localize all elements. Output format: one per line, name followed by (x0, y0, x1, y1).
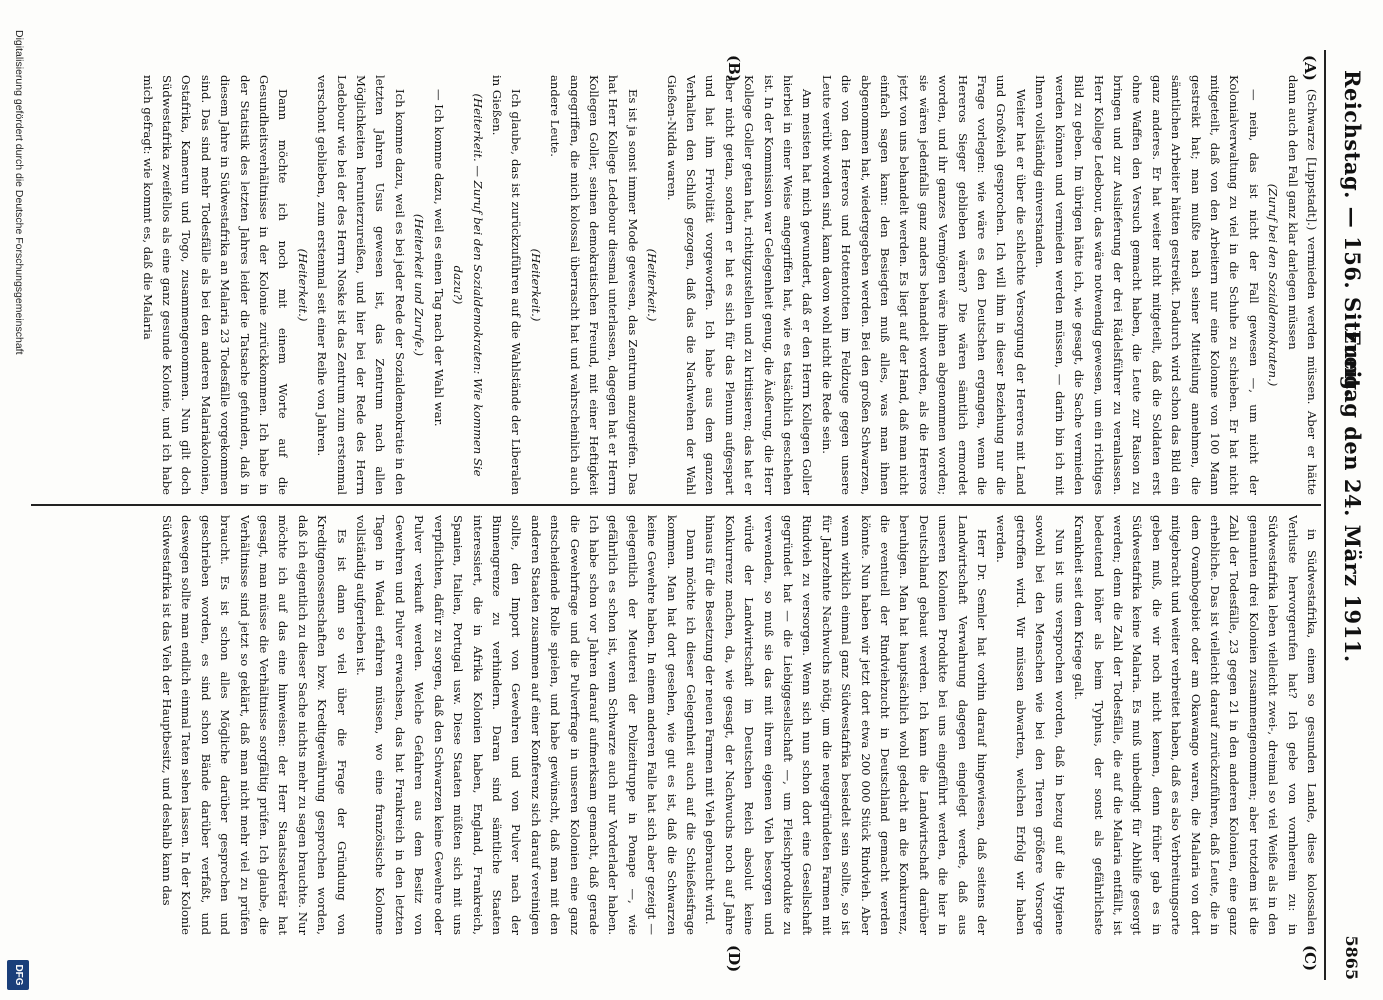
interjection: (Zuruf bei den Sozialdemokraten.) (1266, 183, 1281, 387)
header-parliament-session: Reichstag. — 156. Sitzung. (1340, 70, 1365, 399)
paragraph: — nein, das ist nicht der Fall gewesen —, um nicht der Kolonialverwaltung zu viel in die Schuhe zu schieben. Er hat nicht mitgeteilt, daß von den Arbeitern nur eine Kolonne von 100 Mann gestreikt hat; man mußte nach seiner Mitteilung annehmen, die sämtlichen Arbeiter hätten gestreikt. Dadurch wird schon das Bild ein ganz anderes. Er hat weiter nicht mitgeteilt, daß die Soldaten erst ohne Waffen den Versuch gemacht haben, die Leute zur Raison zu bringen und zur Auslieferung der drei Rädelsführer zu veranlassen. Herr Kollege Ledebour, das wäre notwendig gewesen, um ein richtiges Bild zu geben. Im übrigen hätte ich, wie gesagt, die Sache vermieden werden können und vermieden werden müssen, — darin bin ich mit Ihnen vollständig einverstanden. (1033, 75, 1261, 495)
column-divider (31, 504, 1321, 506)
paragraph: Ich komme dazu, weil es bei jeder Rede der Sozialdemokratie in den letzten Jahren Usus gewesen ist, das Zentrum nach allen Möglichkeiten herunterzureißen, und hier bei der Rede des Herrn Ledebour wie bei der des Herrn Noske ist das Zentrum zum erstenmal verschont geblieben, zum erstenmal seit einer Reihe von Jahren. (315, 75, 407, 495)
margin-marker-d: (D) (725, 945, 743, 973)
paragraph: Dann möchte ich dieser Gelegenheit auch auf die Schießeisfrage kommen. Man hat dort gesehen, wie gut es ist, daß die Schwarzen keine Gewehre haben. In einem anderen Falle hat sich aber gezeigt — gelegentlich der Meuterei der Polizeitruppe in Ponape —, wie gefährlich es schon ist, wenn Schwarze auch nur Vorderlader haben. Ich habe schon vor Jahren darauf aufmerksam gemacht, daß gerade die Gewehrfrage und die Pulverfrage in unseren Kolonien eine ganz entscheidende Rolle spielen, und habe gewünscht, daß man mit den anderen Staaten zusammen auf einer Konferenz sich darauf vereinigen sollte, den Import von Gewehren und von Pulver nach der Binnengrenze zu verhindern. Daran sind sämtliche Staaten interessiert, die in Afrika Kolonien haben, England, Frankreich, Spanien, Italien, Portugal usw. Diese Staaten müßten sich mit uns verpflichten, dafür zu sorgen, daß den Schwarzen keine Gewehre oder Pulver verkauft werden. Welche Gefahren aus dem Besitz von Gewehren und Pulver erwachsen, das hat Frankreich in den letzten Tagen in Wadai erfahren müssen, wo eine französische Kolonne vollständig aufgerieben ist. (354, 515, 698, 935)
interjection: (Heiterkeit.) (645, 248, 660, 322)
paragraph: Ich glaube, das ist zurückzuführen auf die Wahlstände der Liberalen in Gießen. (489, 75, 524, 495)
digitization-note: Digitalisierung gefördert durch die Deutsche Forschungsgemeinschaft (13, 30, 25, 355)
interjection: (Heiterkeit und Zurufe.) (412, 213, 427, 357)
interjection: (Heiterkeit. — Zuruf bei den Sozialdemokraten: Wie kommen Sie dazu?) (451, 93, 485, 477)
paragraph: Dann möchte ich noch mit einem Worte auf die Gesundheitsverhältnisse in der Kolonie zurückkommen. Ich habe in der Statistik des letzten Jahres leider die Tatsache gefunden, daß in diesem Jahre in Südwestafrika an Malaria 23 Todesfälle vorgekommen sind. Das sind mehr Todesfälle als bei den anderen Malariakolonien, Ostafrika, Kamerun und Togo, zusammengenommen. Nun gilt doch Südwestafrika zweifellos als eine ganz gesunde Kolonie, und ich habe mich gefragt: wie kommt es, daß die Malaria (140, 75, 291, 495)
paragraph: Nun ist uns versprochen worden, daß in bezug auf die Hygiene sowohl bei den Menschen wie bei den Tieren größere Vorsorge getroffen wird. Wir müssen abwarten, welchen Erfolg wir haben werden. (994, 515, 1067, 935)
header-date: Freitag den 24. März 1911. (1340, 330, 1365, 663)
dfg-logo: DFG (7, 960, 29, 990)
paragraph: Herr Dr. Semler hat vorhin darauf hingewiesen, daß seitens der Landwirtschaft Verwahrung dagegen eingelegt werde, daß aus unseren Kolonien Produkte bei uns eingeführt werden, die hier in Deutschland gebaut werden. Ich kann die Landwirtschaft darüber beruhigen. Man hat hauptsächlich wohl gedacht an die Konkurrenz, die eventuell der Rindviehzucht in Deutschland gemacht werden könnte. Nun haben wir jetzt dort etwa 200 000 Stück Rindvieh. Aber wenn wirklich einmal ganz Südwestafrika besiedelt sein sollte, so ist für Jahrzehnte Nachwuchs nötig, um die neugegründeten Farmen mit Rindvieh zu versorgen. Wenn sich nun schon dort eine Gesellschaft gegründet hat — die Liebiggesellschaft —, um Fleischprodukte zu verwenden, so muß sie das mit ihrem eigenen Vieh besorgen und würde der Landwirtschaft im Deutschen Reich absolut keine Konkurrenz machen, da, wie gesagt, der Nachwuchs noch auf Jahre hinaus für die Besetzung der neuen Farmen mit Vieh gebraucht wird. (703, 515, 990, 935)
margin-marker-c: (C) (1301, 945, 1319, 972)
interjection: (Heiterkeit.) (528, 248, 543, 322)
paragraph: Es ist ja sonst immer Mode gewesen, das Zentrum anzugreifen. Das hat Herr Kollege Ledebour diesmal unterlassen, dagegen hat er Herrn Kollegen Goller, seinen demokratischen Freund, mit einer Heftigkeit angegriffen, die mich kolossal überrascht hat und wahrscheinlich auch andere Leute. (548, 75, 640, 495)
paragraph: Weiter hat er über die schlechte Versorgung der Hereros mit Land und Großvieh gesprochen. Ich will ihm in dieser Beziehung nur die Frage vorlegen: wie wäre es den Deutschen ergangen, wenn die Hereros Sieger geblieben wären? Die wären sämtlich ermordet worden, und ihr ganzes Vermögen wäre ihnen abgenommen worden; sie wären jedenfalls ganz anders behandelt worden, als die Hereros jetzt von uns behandelt werden. Es liegt auf der Hand, daß man nicht einfach sagen kann: den Besiegten muß alles, was man ihnen abgenommen hat, wiedergegeben werden. Bei den großen Schwarzen, die von den Hereros und Hottentotten im Feldzuge gegen unsere Leute verübt worden sind, kann davon wohl nicht die Rede sein. (819, 75, 1028, 495)
paragraph: — Ich komme dazu, weil es einen Tag nach der Wahl war. (431, 89, 446, 427)
page-header (1325, 0, 1383, 1000)
margin-marker-b: (B) (725, 55, 743, 82)
page-number: 5865 (1342, 935, 1361, 980)
header-rule (1324, 50, 1326, 980)
digitization-footer (0, 0, 35, 1000)
text-column-left (21, 75, 1321, 495)
text-column-right (21, 515, 1321, 935)
interjection: (Heiterkeit.) (295, 248, 310, 322)
paragraph: in Südwestafrika, einem so gesunden Lande, diese kolossalen Verluste hervorgerufen hat? Ich gebe von vornherein zu: in Südwestafrika leben vielleicht zwei-, dreimal so viel Weiße als in den genannten drei Kolonien zusammengenommen; aber trotzdem ist die Zahl der Todesfälle, 23 gegen 21 in den anderen Kolonien, eine ganz erhebliche. Das ist vielleicht darauf zurückzuführen, daß Leute, die in dem Ovambogebiet oder am Okawango waren, die Malaria von dort mitgebracht und weiter verbreitet haben, daß es also Verbreitungsorte geben muß, die wir noch nicht kennen, denn früher gab es in Südwestafrika keine Malaria. Es muß unbedingt für Abhilfe gesorgt werden; denn die Zahl der Todesfälle, die auf die Malaria entfällt, ist bedeutend höher als beim Typhus, der sonst als gefährlichste Krankheit seit dem Kriege galt. (1072, 515, 1319, 935)
paragraph: (Schwarze [Lippstadt].) vermieden werden müssen. Aber er hätte dann auch den Fall ganz klar darlegen müssen (1285, 75, 1319, 495)
margin-marker-a: (A) (1301, 55, 1319, 81)
paragraph: Es ist dann so viel über die Frage der Gründung von Kreditgenossenschaften bzw. Kreditgewährung gesprochen worden, daß ich eigentlich zu dieser Sache nichts mehr zu sagen brauchte. Nur möchte ich auf das eine hinweisen: der Herr Staatssekretär hat gesagt, man müsse die Verhältnisse sorgfältig prüfen. Ich glaube, die Verhältnisse sind jetzt so geklärt, daß man nicht mehr viel zu prüfen braucht. Es ist schon alles Mögliche darüber gesprochen und geschrieben worden, es sind schon Bände darüber verfaßt, und deswegen sollte man endlich einmal Taten sehen lassen. In der Kolonie Südwestafrika ist das Vieh der Hauptbesitz, und deshalb kann das (160, 515, 349, 935)
paragraph: Am meisten hat mich gewundert, daß er den Herrn Kollegen Goller hierbei in einer Weise angegriffen hat, wie es tatsächlich geschehen ist. In der Kommission war Gelegenheit genug, die Äußerung, die Herr Kollege Goller getan hat, richtigzustellen und zu kritisieren; das hat er aber nicht getan, sondern er hat es sich für das Plenum aufgespart und hat ihm Frivolität vorgeworfen. Ich habe aus dem ganzen Verhalten den Schluß gezogen, daß das die Nachwehen der Wahl Gießen-Nidda waren. (664, 75, 815, 495)
